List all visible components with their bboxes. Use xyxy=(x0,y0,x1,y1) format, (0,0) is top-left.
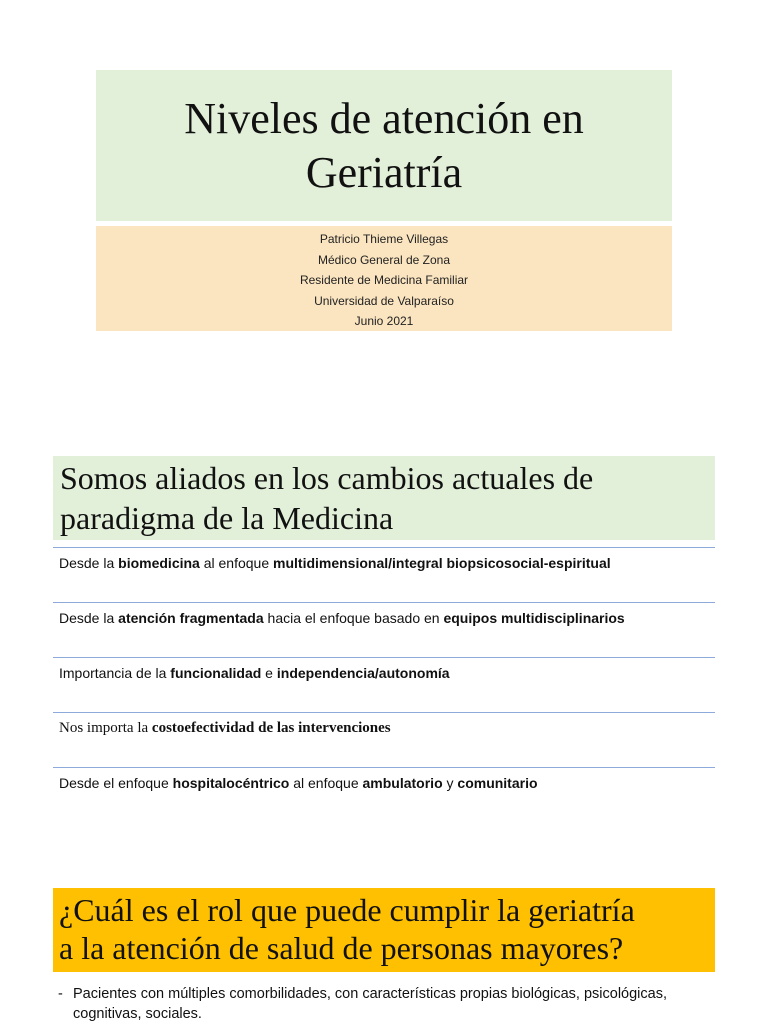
slide3-title-line1: ¿Cuál es el rol que puede cumplir la geriatría xyxy=(59,892,635,928)
author-institution: Universidad de Valparaíso xyxy=(314,293,454,308)
list-item-bold: multidimensional/integral biopsicosocial-espiritual xyxy=(273,555,611,571)
slide1-title-line2: Geriatría xyxy=(305,147,463,197)
slide1-title-box xyxy=(96,70,672,221)
list-item-text: al enfoque xyxy=(289,775,363,791)
list-item-text: Nos importa la xyxy=(59,720,152,736)
author-role-1: Médico General de Zona xyxy=(317,252,451,267)
list-item-text: y xyxy=(442,775,458,791)
list-item-text: al enfoque xyxy=(199,555,274,571)
slide3-title xyxy=(59,891,715,967)
list-item xyxy=(53,657,715,712)
list-item-text: Desde el enfoque xyxy=(59,775,173,791)
list-item-text: Desde la xyxy=(59,555,119,571)
slide3-title-line2: a la atención de salud de personas mayores? xyxy=(59,930,624,966)
slide2-title-box xyxy=(53,456,715,540)
list-item xyxy=(53,602,715,657)
slide1-subtitle-box xyxy=(96,226,672,331)
slide3-bullet-list xyxy=(58,984,718,1024)
slide3-title-box xyxy=(53,888,715,972)
paradigm-list xyxy=(53,547,715,822)
bullet-item xyxy=(58,984,718,1024)
list-item-text: e xyxy=(261,665,277,681)
slide2-title-line1: Somos aliados en los cambios actuales de xyxy=(60,460,594,496)
slide2-title-line2: paradigma de la Medicina xyxy=(60,500,394,536)
list-item xyxy=(53,767,715,822)
author-name: Patricio Thieme Villegas xyxy=(319,232,449,246)
list-item-bold: comunitario xyxy=(457,775,538,791)
list-item-bold: biomedicina xyxy=(118,555,200,571)
list-item-text: hacia el enfoque basado en xyxy=(263,610,444,626)
presentation-date: Junio 2021 xyxy=(354,314,414,329)
list-item-text: Importancia de la xyxy=(59,665,171,681)
list-item-bold: equipos multidisciplinarios xyxy=(443,610,625,626)
bullet-text: Pacientes con múltiples comorbilidades, con características propias biológicas, psicológicas, cognitivas, sociales. xyxy=(73,986,667,1022)
list-item-bold: atención fragmentada xyxy=(118,610,264,626)
list-item xyxy=(53,547,715,602)
list-item-bold: independencia/autonomía xyxy=(276,665,450,681)
list-item-bold: hospitalocéntrico xyxy=(172,775,290,791)
bullet-marker: - xyxy=(58,986,63,1002)
slide1-title-line1: Niveles de atención en xyxy=(184,93,584,143)
list-item xyxy=(53,712,715,767)
list-item-text: Desde la xyxy=(59,610,119,626)
list-item-bold: costoefectividad de las intervenciones xyxy=(151,720,391,736)
list-item-bold: funcionalidad xyxy=(170,665,262,681)
author-role-2: Residente de Medicina Familiar xyxy=(299,273,469,288)
slide2-title xyxy=(60,458,715,538)
slide1-title xyxy=(184,92,584,200)
list-item-bold: ambulatorio xyxy=(362,775,443,791)
